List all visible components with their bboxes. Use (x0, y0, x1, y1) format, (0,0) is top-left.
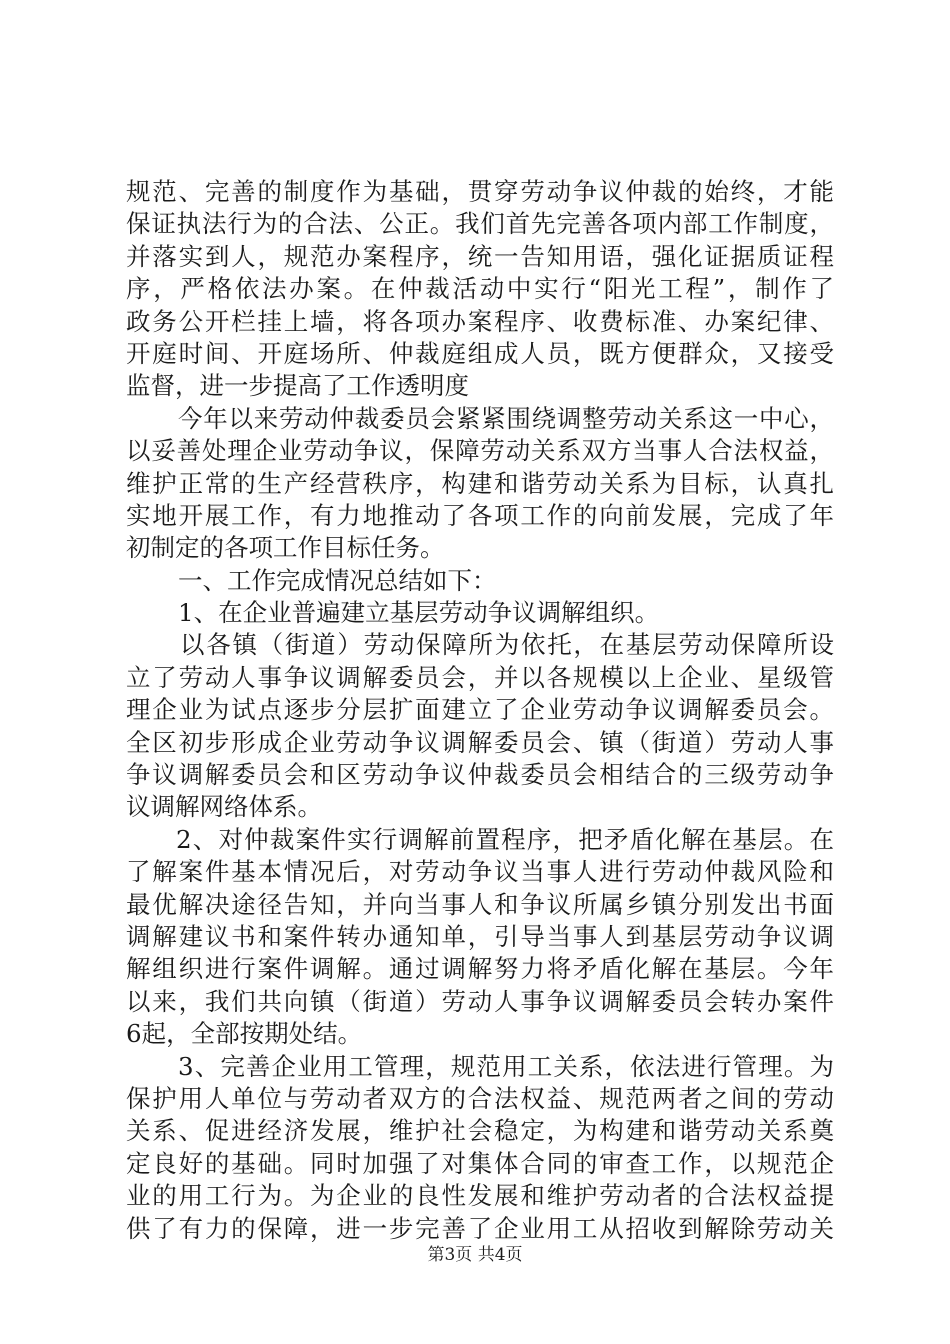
text-line: 业的用工行为。为企业的良性发展和维护劳动者的合法权益提 (126, 1181, 834, 1211)
text-line: 调解建议书和案件转办通知单，引导当事人到基层劳动争议调 (126, 921, 834, 951)
text-line: 关系、促进经济发展，维护社会稳定，为构建和谐劳动关系奠 (126, 1116, 834, 1146)
text-line: 争议调解委员会和区劳动争议仲裁委员会相结合的三级劳动争 (126, 760, 834, 790)
text-line: 理企业为试点逐步分层扩面建立了企业劳动争议调解委员会。 (126, 695, 834, 725)
text-line: 6起，全部按期处结。 (126, 1019, 363, 1049)
text-line: 以妥善处理企业劳动争议，保障劳动关系双方当事人合法权益， (126, 436, 834, 466)
text-line: 初制定的各项工作目标任务。 (126, 533, 445, 563)
text-line: 开庭时间、开庭场所、仲裁庭组成人员，既方便群众，又接受 (126, 338, 834, 368)
text-line: 政务公开栏挂上墙，将各项办案程序、收费标准、办案纪律、 (126, 306, 834, 336)
text-line: 了解案件基本情况后，对劳动争议当事人进行劳动仲裁风险和 (126, 857, 834, 887)
text-line: 保证执法行为的合法、公正。我们首先完善各项内部工作制度， (126, 209, 834, 239)
text-line: 并落实到人，规范办案程序，统一告知用语，强化证据质证程 (126, 241, 834, 271)
text-line: 议调解网络体系。 (126, 792, 322, 822)
text-line: 一、工作完成情况总结如下： (178, 565, 497, 595)
text-line: 定良好的基础。同时加强了对集体合同的审查工作，以规范企 (126, 1148, 834, 1178)
text-line: 立了劳动人事争议调解委员会，并以各规模以上企业、星级管 (126, 662, 834, 692)
text-line: 以来，我们共向镇（街道）劳动人事争议调解委员会转办案件 (126, 986, 834, 1016)
text-line: 今年以来劳动仲裁委员会紧紧围绕调整劳动关系这一中心， (178, 403, 834, 433)
text-line: 以各镇（街道）劳动保障所为依托，在基层劳动保障所设 (180, 630, 834, 660)
text-line: 实地开展工作，有力地推动了各项工作的向前发展，完成了年 (126, 500, 834, 530)
text-line: 供了有力的保障，进一步完善了企业用工从招收到解除劳动关 (126, 1213, 834, 1243)
text-line: 最优解决途径告知，并向当事人和争议所属乡镇分别发出书面 (126, 889, 834, 919)
text-line: 序，严格依法办案。在仲裁活动中实行“阳光工程”，制作了 (126, 274, 834, 304)
text-line: 监督，进一步提高了工作透明度 (126, 371, 469, 401)
page-footer: 第3页 共4页 (427, 1245, 523, 1265)
text-line: 规范、完善的制度作为基础，贯穿劳动争议仲裁的始终，才能 (126, 177, 834, 206)
text-line: 3、完善企业用工管理，规范用工关系，依法进行管理。为 (178, 1051, 834, 1081)
text-line: 1、在企业普遍建立基层劳动争议调解组织。 (178, 598, 660, 628)
text-line: 全区初步形成企业劳动争议调解委员会、镇（街道）劳动人事 (126, 727, 834, 757)
text-line: 解组织进行案件调解。通过调解努力将矛盾化解在基层。今年 (126, 954, 834, 984)
text-line: 保护用人单位与劳动者双方的合法权益、规范两者之间的劳动 (126, 1083, 834, 1113)
text-line: 2、对仲裁案件实行调解前置程序，把矛盾化解在基层。在 (176, 824, 834, 854)
document-body (126, 176, 834, 1245)
text-line: 维护正常的生产经营秩序，构建和谐劳动关系为目标，认真扎 (126, 468, 834, 498)
